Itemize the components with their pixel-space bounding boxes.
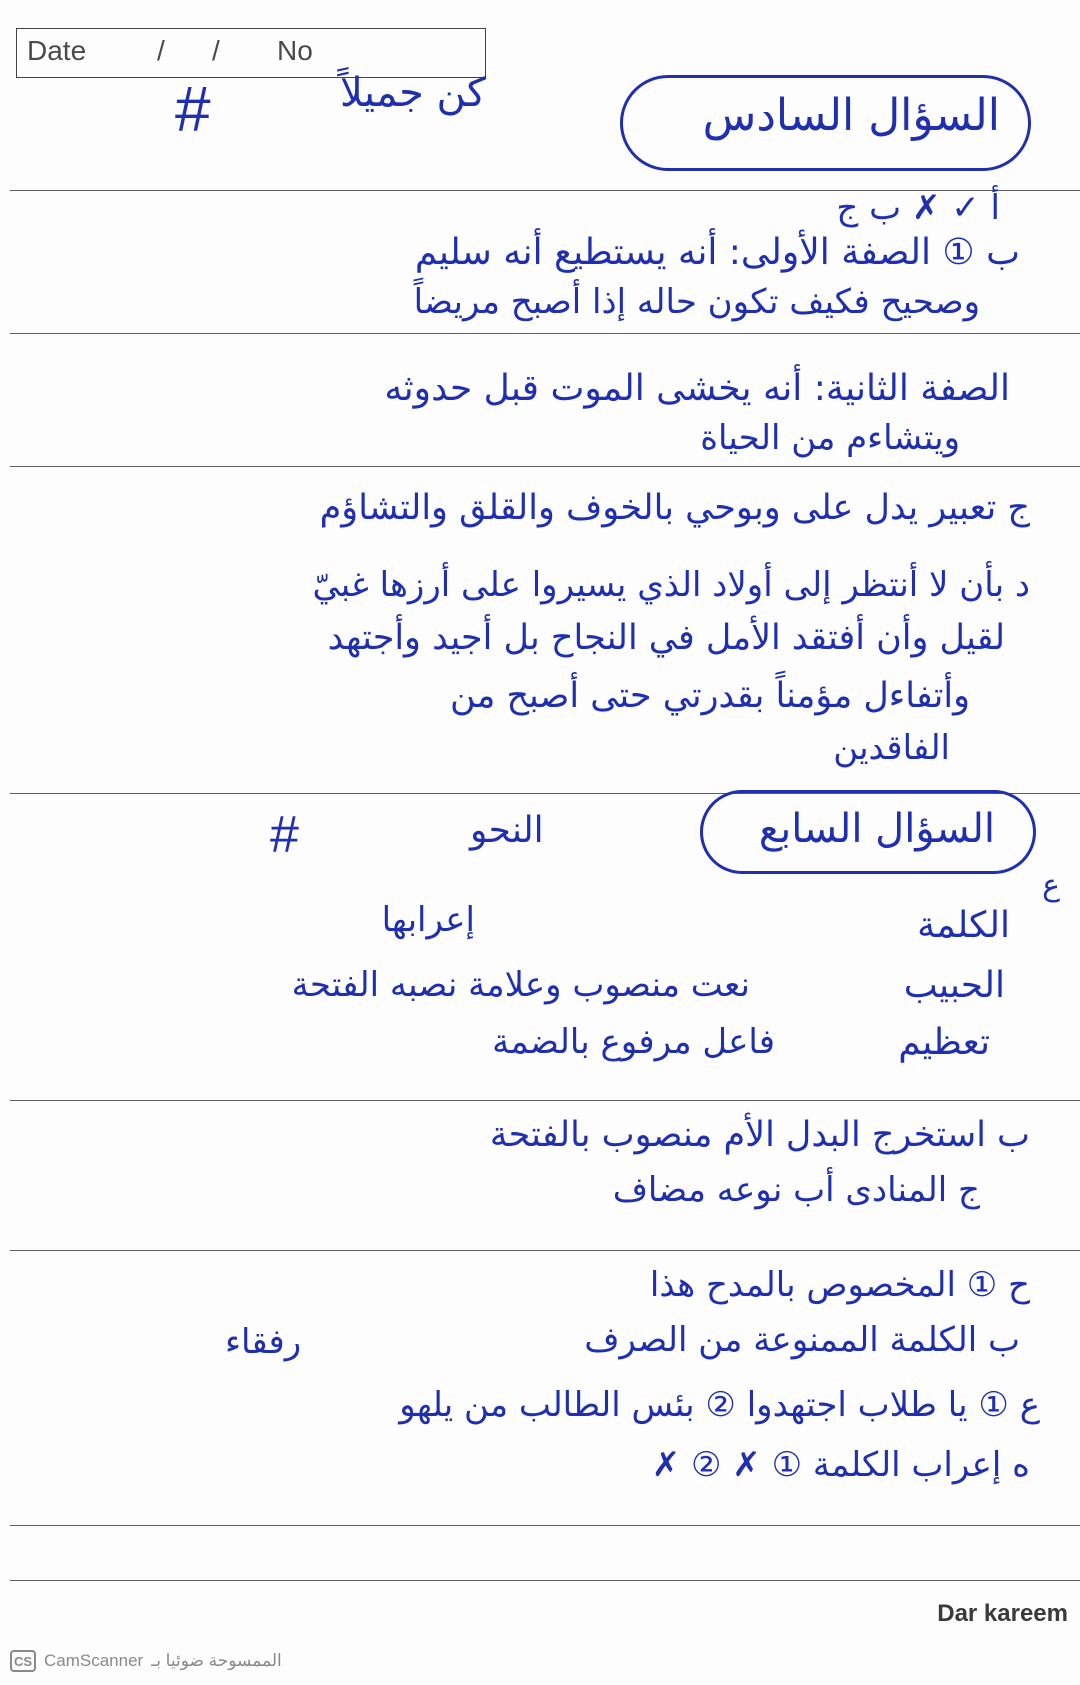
answer-line: وأتفاءل مؤمناً بقدرتي حتى أصبح من [449,676,970,716]
question-subtitle: النحو [470,810,544,851]
table-header-word: الكلمة [917,905,1010,946]
answer-line: ه إعراب الكلمة ① ✗ ② ✗ [651,1445,1030,1485]
brand-watermark: Dar kareem [937,1600,1068,1627]
answer-line: أ ✓ ✗ ب ج [836,188,1000,228]
answer-line: ب الكلمة الممنوعة من الصرف [584,1320,1020,1360]
table-cell-word: تعظيم [898,1022,990,1063]
answer-line: الفاقدين [833,728,950,768]
ruled-line [10,1250,1080,1251]
ruled-line [10,1525,1080,1526]
scanner-arabic: الممسوحة ضوئيا بـ [151,1651,282,1670]
date-slash: / [212,35,220,66]
camscanner-logo-icon: CS [10,1650,36,1672]
answer-line: د بأن لا أنتظر إلى أولاد الذي يسيروا على أرزها غبيّ [312,565,1030,605]
table-cell-parsing: فاعل مرفوع بالضمة [492,1022,775,1062]
question-subtitle: كن جميلاً [340,70,486,116]
date-slash: / [157,35,165,66]
answer-line: ج تعبير يدل على وبوحي بالخوف والقلق والتشاؤم [319,488,1030,528]
hash-mark: # [270,806,299,864]
table-cell-parsing: نعت منصوب وعلامة نصبه الفتحة [291,965,750,1005]
answer-line: الصفة الثانية: أنه يخشى الموت قبل حدوثه [384,368,1010,409]
ruled-line [10,1580,1080,1581]
date-label: Date [27,35,87,66]
answer-line: لقيل وأن أفتقد الأمل في النجاح بل أجيد وأجتهد [327,618,1005,658]
question-title: السؤال السادس [702,90,1000,141]
answer-line: ج المنادى أب نوعه مضاف [612,1170,980,1210]
answer-line: ب استخرج البدل الأم منصوب بالفتحة [489,1115,1030,1155]
scanner-name: CamScanner [44,1651,144,1670]
answer-side-note: رفقاء [225,1322,302,1362]
question-marker: ع [1042,868,1060,903]
ruled-line [10,1100,1080,1101]
answer-line: ويتشاءم من الحياة [700,418,960,458]
ruled-line [10,333,1080,334]
answer-line: ع ① يا طلاب اجتهدوا ② بئس الطالب من يلهو [399,1385,1040,1425]
table-cell-word: الحبيب [903,965,1005,1006]
question-title: السؤال السابع [758,806,995,852]
table-header-parsing: إعرابها [381,900,475,940]
answer-line: ب ① الصفة الأولى: أنه يستطيع أنه سليم [414,232,1020,273]
ruled-line [10,466,1080,467]
answer-line: ح ① المخصوص بالمدح هذا [649,1265,1030,1305]
number-label: No [277,35,313,66]
hash-mark: # [175,73,211,145]
scanner-watermark [10,1650,282,1672]
answer-line: وصحيح فكيف تكون حاله إذا أصبح مريضاً [413,282,980,322]
